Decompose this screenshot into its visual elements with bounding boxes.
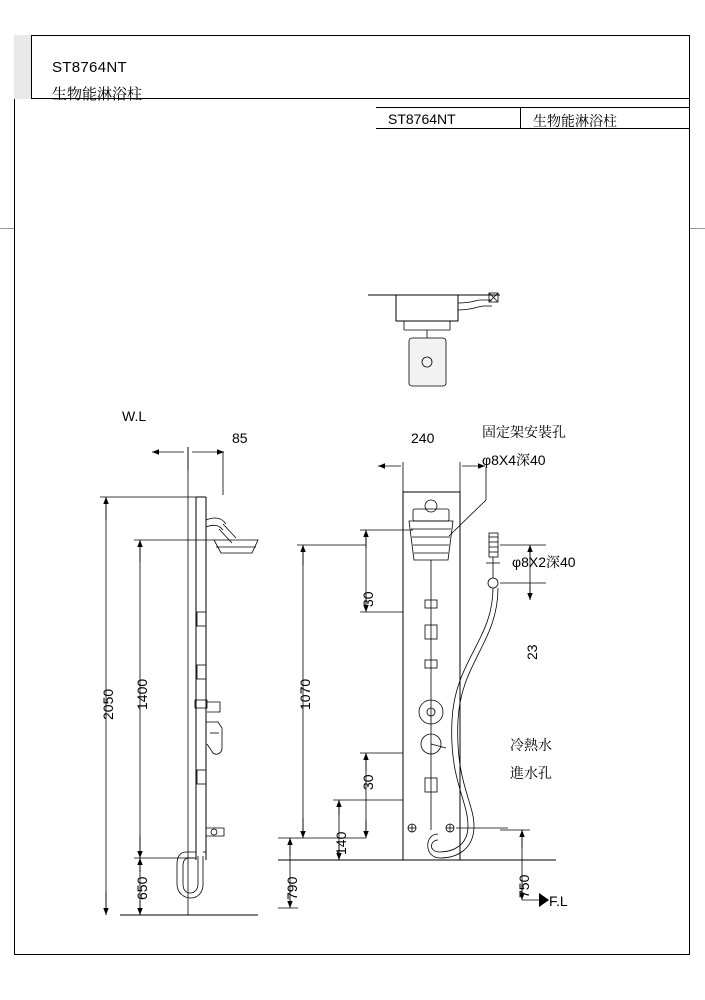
dim-hand-shower-holder-offset: 23 (524, 644, 540, 660)
dim-shower-head-height: 1400 (134, 678, 150, 710)
title-block-product-code: ST8764NT (52, 59, 127, 76)
dim-overall-height: 2050 (100, 688, 116, 720)
top-view (368, 293, 500, 386)
dim-inlet-spacing: 140 (333, 831, 349, 855)
dim-lower-bracket-offset: 30 (360, 774, 376, 790)
side-elevation (100, 447, 258, 915)
front-elevation (278, 462, 556, 908)
callout-water-inlet-line1: 冷熱水 (510, 737, 552, 753)
dim-spout-height: 650 (134, 876, 150, 900)
label-floor-line: F.L (549, 893, 568, 909)
dim-panel-width: 240 (411, 430, 435, 446)
title-block-product-name: 生物能淋浴柱 (52, 86, 143, 103)
dim-hand-shower-holder-height: 750 (516, 874, 532, 898)
callout-hand-shower-holder-hole: φ8X2深40 (512, 554, 576, 570)
dim-top-bracket-offset: 30 (360, 591, 376, 607)
callout-mounting-bracket-hole-line2: φ8X4深40 (482, 452, 546, 468)
dim-bracket-span: 1070 (297, 678, 313, 710)
header-product-code: ST8764NT (388, 111, 456, 127)
header-product-name: 生物能淋浴柱 (533, 113, 617, 129)
dim-side-offset: 85 (232, 430, 248, 446)
dim-bottom-bracket-height: 790 (284, 876, 300, 900)
callout-water-inlet-line2: 進水孔 (510, 765, 552, 781)
callout-mounting-bracket-hole-line1: 固定架安裝孔 (482, 424, 566, 440)
label-wall-line: W.L (122, 408, 147, 424)
